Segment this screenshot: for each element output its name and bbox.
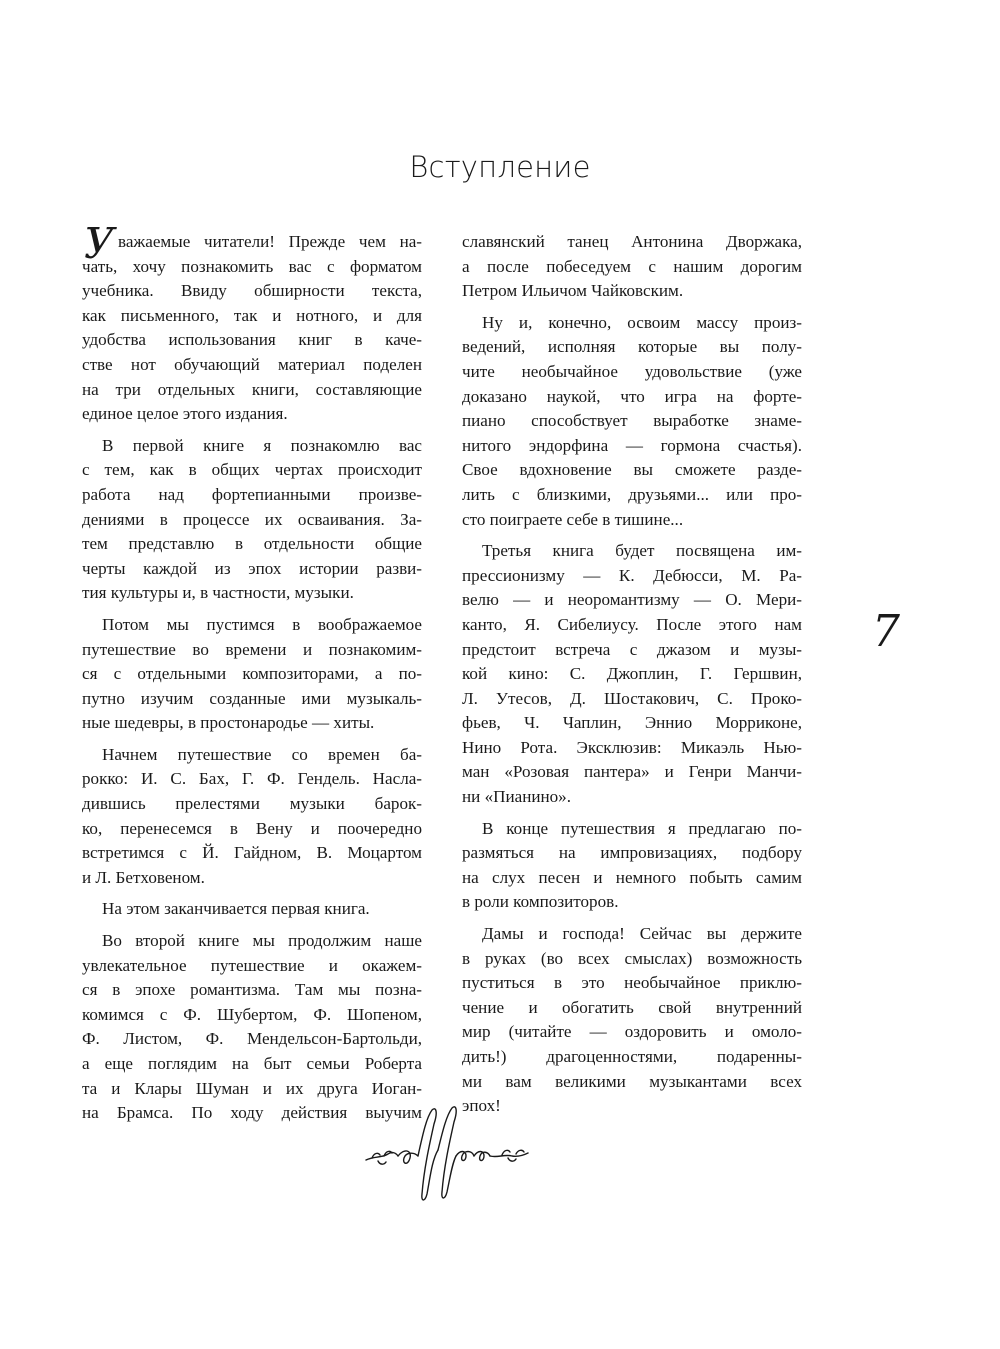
author-signature	[362, 1098, 532, 1210]
text-line: в руках (во всех смыслах) возможность	[462, 948, 802, 968]
text-line: ся в эпохе романтизма. Там мы позна-	[82, 980, 422, 1000]
text-line: предстоит встреча с джазом и музы-	[462, 639, 802, 659]
text-line: встретимся с Й. Гайдном, В. Моцартом	[82, 843, 422, 863]
text-line: велю — и неоромантизму — О. Мери-	[462, 590, 802, 610]
text-line: На этом заканчивается первая книга.	[102, 899, 370, 919]
text-line: ные шедевры, в простонародье — хиты.	[82, 713, 375, 733]
text-line: тия культуры и, в частности, музыки.	[82, 583, 354, 603]
text-line: доказано наукой, что игра на форте-	[462, 386, 802, 406]
text-line: фьев, Ч. Чаплин, Эннио Морриконе,	[462, 713, 802, 733]
text-line: и Л. Бетховеном.	[82, 867, 205, 887]
text-line: канто, Я. Сибелиусу. После этого нам	[462, 614, 802, 634]
text-line: кой кино: С. Джоплин, Г. Гершвин,	[462, 664, 802, 684]
text-line: славянский танец Антонина Дворжака,	[462, 232, 802, 251]
text-line: Дамы и господа! Сейчас вы держите	[482, 924, 802, 944]
text-line: Начнем путешествие со времен ба-	[102, 744, 422, 764]
text-line: на слух песен и немного побыть самим	[462, 867, 802, 887]
text-line: тем представлю в отдельности общие	[82, 534, 422, 554]
text-line: чать, хочу познакомить вас с форматом	[82, 256, 422, 276]
text-line: ми вам великими музыкантами всех	[462, 1071, 802, 1091]
text-line: та и Клары Шуман и их друга Иоган-	[82, 1078, 422, 1098]
text-line: как письменного, так и нотного, и для	[82, 305, 422, 325]
text-line: Петром Ильичом Чайковским.	[462, 281, 684, 301]
text-line: Третья книга будет посвящена им-	[482, 541, 802, 561]
right-column	[462, 230, 802, 1119]
text-line: ни «Пианино».	[462, 787, 572, 807]
text-line: дениями в процессе их осваивания. За-	[82, 509, 422, 529]
text-line: Нино Рота. Эксклюзив: Микаэль Нью-	[462, 737, 802, 757]
text-line: сто поиграете себе в тишине...	[462, 509, 684, 529]
text-line: важаемые читатели! Прежде чем на-	[118, 232, 422, 251]
text-line: пуститься в это необычайное приклю-	[462, 973, 802, 993]
text-line: в роли композиторов.	[462, 892, 619, 912]
text-line: лить с близкими, друзьями... или про-	[462, 484, 802, 504]
text-line: единое целое этого издания.	[82, 404, 288, 424]
text-line: эпох!	[462, 1096, 501, 1116]
left-column	[82, 230, 422, 1126]
text-line: увлекательное путешествие и окажем-	[82, 955, 422, 975]
text-line: прессионизму — К. Дебюсси, М. Ра-	[462, 565, 802, 585]
text-line: путешествие во времени и познакомим-	[82, 639, 422, 659]
text-line: учебника. Ввиду обширности текста,	[82, 281, 422, 301]
text-line: рокко: И. С. Бах, Г. Ф. Гендель. Насла-	[82, 769, 422, 789]
text-line: а после побеседуем с нашим дорогим	[462, 256, 802, 276]
text-line: чите необычайное удовольствие (уже	[462, 361, 802, 381]
text-line: ведений, исполняя которые вы полу-	[462, 337, 802, 357]
text-line: с тем, как в общих чертах происходит	[82, 460, 422, 480]
text-line: пиано способствует выработке знаме-	[462, 411, 802, 431]
text-line: Л. Утесов, Д. Шостакович, С. Проко-	[462, 688, 802, 708]
drop-cap: У	[84, 219, 115, 268]
text-line: Во второй книге мы продолжим наше	[102, 931, 422, 951]
text-line: на Брамса. По ходу действия выучим	[82, 1103, 422, 1123]
text-line: на три отдельных книги, составляющие	[82, 379, 422, 399]
text-line: Свое вдохновение вы сможете разде-	[462, 460, 802, 480]
text-line: ко, перенесемся в Вену и поочередно	[82, 818, 422, 838]
text-line: В первой книге я познакомлю вас	[102, 435, 422, 455]
text-line: комимся с Ф. Шубертом, Ф. Шопеном,	[82, 1004, 422, 1024]
text-line: В конце путешествия я предлагаю по-	[482, 818, 802, 838]
text-line: дить!) драгоценностями, подаренны-	[462, 1047, 802, 1066]
text-line: Ну и, конечно, освоим массу произ-	[482, 312, 802, 332]
text-line: дившись прелестями музыки барок-	[82, 794, 422, 814]
text-line: ся с отдельными композиторами, а по-	[82, 664, 422, 684]
text-line: удобства использования книг в каче-	[82, 330, 422, 350]
page-number: 7	[872, 606, 900, 657]
text-line: стве нот обучающий материал поделен	[82, 354, 422, 374]
text-line: размяться на импровизациях, подбору	[462, 843, 802, 863]
text-line: ман «Розовая пантера» и Генри Манчи-	[462, 762, 802, 782]
text-line: работа над фортепианными произве-	[82, 484, 422, 504]
text-line: Ф. Листом, Ф. Мендельсон-Бартольди,	[82, 1029, 422, 1049]
text-line: мир (читайте — оздоровить и омоло-	[462, 1022, 802, 1042]
text-line: черты каждой из эпох истории разви-	[82, 558, 422, 578]
text-line: а еще поглядим на быт семьи Роберта	[82, 1054, 422, 1073]
text-line: нитого эндорфина — гормона счастья).	[462, 435, 802, 455]
text-line: путно изучим созданные ими музыкаль-	[82, 688, 422, 708]
page-title: Вступление	[409, 150, 591, 184]
text-line: Потом мы пустимся в воображаемое	[102, 614, 422, 634]
text-line: чение и обогатить свой внутренний	[462, 997, 802, 1017]
